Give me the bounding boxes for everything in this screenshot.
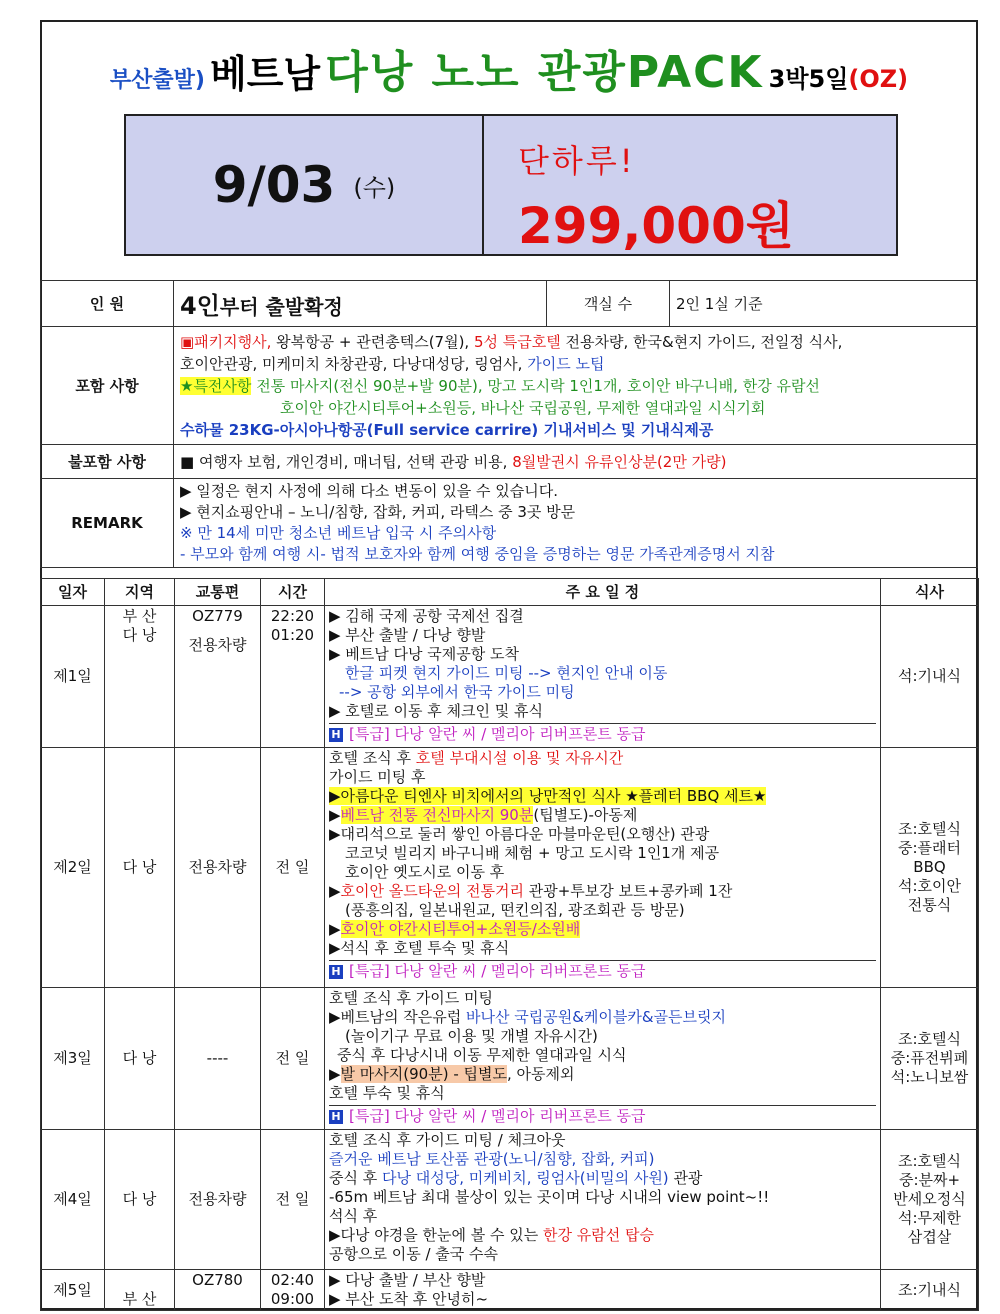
hotel-row: [329, 960, 876, 981]
fuel-surcharge: 8월발권시 유류인상분(2만 가량): [512, 453, 727, 471]
schedule-item: 호텔 조식 후 가이드 미팅: [329, 989, 493, 1007]
region-cell: [105, 606, 175, 748]
meal-item: 중:플래터: [897, 839, 961, 857]
hotel-icon: H: [329, 965, 343, 979]
meal-item: 중:퓨전뷔페: [890, 1049, 969, 1067]
header-time: 시간: [261, 579, 325, 606]
special-benefit-label: ★특전사항: [180, 376, 252, 395]
title-airline: (OZ): [848, 65, 909, 93]
remark-item: ▶ 일정은 현지 사정에 의해 다소 변동이 있을 수 있습니다.: [180, 482, 558, 500]
transport-cell: ----: [175, 988, 261, 1130]
time-value: 22:20: [270, 607, 315, 625]
transport-cell: 전용차량: [175, 1130, 261, 1270]
region-name: 다 낭: [122, 626, 157, 644]
schedule-item: [329, 920, 876, 939]
time-value: 01:20: [270, 626, 315, 644]
schedule-item: 한글 피켓 현지 가이드 미팅 --> 현지인 안내 이동: [345, 664, 668, 682]
meal-cell: [881, 1130, 979, 1270]
text: ▶: [329, 920, 341, 938]
schedule-item: 호이안 옛도시로 이동 후: [345, 863, 505, 881]
schedule-item: ▶석식 후 호텔 투숙 및 휴식: [329, 939, 510, 957]
people-count: 4인: [180, 292, 220, 320]
text: ▶: [329, 806, 341, 824]
schedule-cell: [325, 1130, 881, 1270]
schedule-cell: [325, 748, 881, 988]
vehicle: 전용차량: [188, 636, 247, 654]
schedule-item: ▶ 다낭 출발 / 부산 향발: [329, 1271, 486, 1289]
text: ▶아름다운 티엔사 비치에서의 낭만적인 식사 ★플레터 BBQ 세트★: [329, 787, 767, 805]
special-benefit-text: 호이안 야간시티투어+소원등, 바나산 국립공원, 무제한 열대과일 시식기회: [280, 398, 766, 417]
hotel-row: [329, 1105, 876, 1126]
text: ▶다낭 야경을 한눈에 볼 수 있는: [329, 1226, 544, 1244]
include-content: [174, 327, 978, 445]
header-region: 지역: [105, 579, 175, 606]
schedule-item: [329, 749, 876, 768]
schedule-item: [329, 1065, 876, 1084]
schedule-item: [329, 1169, 876, 1188]
schedule-item: 즐거운 베트남 토산품 관광(노니/침향, 잡화, 커피): [329, 1150, 655, 1168]
hotel-name: [특급] 다낭 알란 씨 / 멜리아 리버프론트 동급: [349, 1107, 646, 1125]
schedule-item: 공항으로 이동 / 출국 수속: [329, 1245, 499, 1263]
schedule-row-day3: [41, 988, 979, 1130]
itinerary-page: [40, 20, 978, 1310]
meal-item: 석:노니보쌈: [890, 1068, 969, 1086]
price-value: 299,000원: [518, 197, 795, 255]
header-day: 일자: [41, 579, 105, 606]
text: 호텔 조식 후: [329, 749, 416, 767]
remark-item: ▶ 현지쇼핑안내 – 노니/침향, 잡화, 커피, 라텍스 중 3곳 방문: [180, 503, 576, 521]
remark-item: - 부모와 함께 여행 시- 법적 보호자와 함께 여행 중임을 증명하는 영문 가족관계증명서 지참: [180, 545, 775, 563]
room-label: 객실 수: [547, 281, 670, 327]
time-cell: 전 일: [261, 748, 325, 988]
time-cell: 전 일: [261, 1130, 325, 1270]
transport-cell: 전용차량: [175, 748, 261, 988]
people-rest: 부터 출발확정: [219, 295, 343, 319]
schedule-row-day1: [41, 606, 979, 748]
schedule-item: 가이드 미팅 후: [329, 768, 426, 786]
departure-day: (수): [353, 173, 396, 202]
hotel-icon: H: [329, 728, 343, 742]
text: 중식 후: [329, 1169, 383, 1187]
day-label: 제2일: [41, 748, 105, 988]
text: 관광+투보강 보트+콩카페 1잔: [523, 882, 733, 900]
exclude-text: ■ 여행자 보험, 개인경비, 매너팁, 선택 관광 비용,: [180, 453, 513, 471]
text: ▶베트남의 작은유럽: [329, 1008, 466, 1026]
region-cell: 다 낭: [105, 748, 175, 988]
schedule-item: 중식 후 다낭시내 이동 무제한 열대과일 시식: [337, 1046, 627, 1064]
hotel-row: [329, 723, 876, 744]
schedule-cell: [325, 1270, 881, 1311]
baggage-info: 수하물 23KG-아시아나항공(Full service carrire) 기내서비스 및 기내식제공: [180, 420, 714, 439]
title-duration: 3박5일: [768, 65, 849, 93]
transport-cell: OZ780: [175, 1270, 261, 1311]
schedule-item: [329, 806, 876, 825]
text: 호텔 부대시설 이용 및 자유시간: [415, 749, 624, 767]
schedule-item: ▶대리석으로 둘러 쌓인 아름다운 마블마운틴(오행산) 관광: [329, 825, 710, 843]
meal-item: BBQ: [913, 858, 946, 876]
meal-item: 조:호텔식: [897, 1030, 961, 1048]
text: ▶: [329, 882, 341, 900]
region-cell: 부 산: [105, 1270, 175, 1311]
room-value: 2인 1실 기준: [670, 281, 978, 327]
flight-number: OZ779: [192, 607, 243, 625]
meal-item: 전통식: [907, 896, 952, 914]
text: 다낭 대성당, 미케비치, 링엄사(비밀의 사원): [382, 1169, 669, 1187]
include-label: 포함 사항: [41, 327, 174, 445]
time-cell: [261, 1270, 325, 1311]
people-label: 인 원: [41, 281, 174, 327]
include-text: 왕복항공 + 관련총텍스(7월),: [271, 332, 474, 351]
text: 바나산 국립공원&케이블카&골든브릿지: [466, 1008, 727, 1026]
hotel-name: [특급] 다낭 알란 씨 / 멜리아 리버프론트 동급: [349, 725, 646, 743]
schedule-cell: [325, 988, 881, 1130]
transport-cell: [175, 606, 261, 748]
text: (팁별도)-아동제: [533, 806, 638, 824]
text: , 아동제외: [506, 1065, 575, 1083]
price-panel: [484, 116, 896, 254]
day-label: 제3일: [41, 988, 105, 1130]
schedule-item: [329, 787, 876, 806]
meal-item: 중:분짜+: [898, 1171, 961, 1189]
include-text: 호이안관광, 미케미치 차창관광, 다낭대성당, 링엄사,: [180, 354, 528, 373]
exclude-content: [174, 445, 978, 479]
text: 호이안 야간시티투어+소원등/소원배: [340, 920, 581, 938]
schedule-cell: [325, 606, 881, 748]
info-table: [40, 280, 978, 568]
title-main: 다낭 노노 관광PACK: [325, 47, 764, 98]
schedule-item: ▶ 부산 도착 후 안녕히~: [329, 1290, 489, 1308]
schedule-item: [329, 1226, 876, 1245]
header-meal: 식사: [881, 579, 979, 606]
time-value: 02:40: [270, 1271, 315, 1289]
hotel-name: [특급] 다낭 알란 씨 / 멜리아 리버프론트 동급: [349, 962, 646, 980]
meal-item: 반세오정식: [893, 1190, 966, 1208]
time-cell: 전 일: [261, 988, 325, 1130]
schedule-row-day5: [41, 1270, 979, 1311]
people-value: [174, 281, 547, 327]
header-schedule: 주 요 일 정: [325, 579, 881, 606]
header-transport: 교통편: [175, 579, 261, 606]
schedule-table: [40, 578, 979, 1311]
day-label: 제5일: [41, 1270, 105, 1311]
schedule-item: (놀이기구 무료 이용 및 개별 자유시간): [345, 1027, 598, 1045]
schedule-item: 코코넛 빌리지 바구니배 체험 + 망고 도시락 1인1개 제공: [345, 844, 720, 862]
exclude-label: 불포함 사항: [41, 445, 174, 479]
departure-date: 9/03: [212, 156, 336, 214]
meal-cell: 석:기내식: [881, 606, 979, 748]
include-text: 전용차량, 한국&현지 가이드, 전일정 식사,: [560, 332, 843, 351]
meal-item: 석:무제한: [897, 1209, 961, 1227]
schedule-row-day4: [41, 1130, 979, 1270]
no-tip-label: 가이드 노팁: [527, 354, 605, 373]
meal-item: 석:호이안: [897, 877, 961, 895]
text: ▶: [329, 1065, 341, 1083]
text: 발 마사지(90분) - 팁별도: [340, 1065, 507, 1083]
schedule-row-day2: [41, 748, 979, 988]
meal-cell: [881, 988, 979, 1130]
meal-cell: 조:기내식: [881, 1270, 979, 1311]
schedule-item: 석식 후: [329, 1207, 378, 1225]
time-value: 09:00: [270, 1290, 315, 1308]
remark-content: [174, 479, 978, 568]
hotel-icon: H: [329, 1110, 343, 1124]
schedule-item: (풍흥의집, 일본내원교, 떤킨의집, 광조회관 등 방문): [345, 901, 685, 919]
schedule-item: ▶ 호텔로 이동 후 체크인 및 휴식: [329, 702, 544, 720]
region-name: 부 산: [122, 607, 157, 625]
meal-item: 조:호텔식: [897, 1152, 961, 1170]
time-cell: [261, 606, 325, 748]
schedule-item: [329, 882, 876, 901]
schedule-item: ▶ 부산 출발 / 다낭 향발: [329, 626, 486, 644]
page-title: [42, 36, 976, 96]
schedule-item: ▶ 김해 국제 공항 국제선 집결: [329, 607, 524, 625]
schedule-item: [329, 1008, 876, 1027]
one-day-only-label: 단하루!: [518, 142, 636, 180]
date-panel: [126, 116, 484, 254]
title-prefix: 부산출발): [109, 68, 205, 93]
meal-cell: [881, 748, 979, 988]
day-label: 제1일: [41, 606, 105, 748]
meal-item: 조:호텔식: [897, 820, 961, 838]
schedule-item: 호텔 투숙 및 휴식: [329, 1084, 445, 1102]
meal-item: 삼겹살: [907, 1228, 952, 1246]
schedule-item: ▶ 베트남 다낭 국제공항 도착: [329, 645, 519, 663]
text: 베트남 전통 전신마사지 90분: [340, 806, 534, 824]
schedule-item: 호텔 조식 후 가이드 미팅 / 체크아웃: [329, 1131, 566, 1149]
special-benefit-text: 전통 마사지(전신 90분+발 90분), 망고 도시락 1인1개, 호이안 바구니배, 한강 유람선: [251, 376, 820, 395]
remark-item: ※ 만 14세 미만 청소년 베트남 입국 시 주의사항: [180, 524, 497, 542]
text: 한강 유람선 탑승: [543, 1226, 654, 1244]
schedule-item: --> 공항 외부에서 한국 가이드 미팅: [339, 683, 575, 701]
day-label: 제4일: [41, 1130, 105, 1270]
text: 관광: [668, 1169, 703, 1187]
hotel-grade: 5성 특급호텔: [473, 332, 561, 351]
package-tag: ▣패키지행사,: [180, 332, 272, 351]
title-vietnam: 베트남: [210, 52, 321, 96]
text: 호이안 올드타운의 전통거리: [340, 882, 524, 900]
schedule-item: -65m 베트남 최대 불상이 있는 곳이며 다낭 시내의 view point~!!: [329, 1188, 770, 1206]
remark-label: REMARK: [41, 479, 174, 568]
region-cell: 다 낭: [105, 1130, 175, 1270]
price-box: [124, 114, 898, 256]
region-cell: 다 낭: [105, 988, 175, 1130]
